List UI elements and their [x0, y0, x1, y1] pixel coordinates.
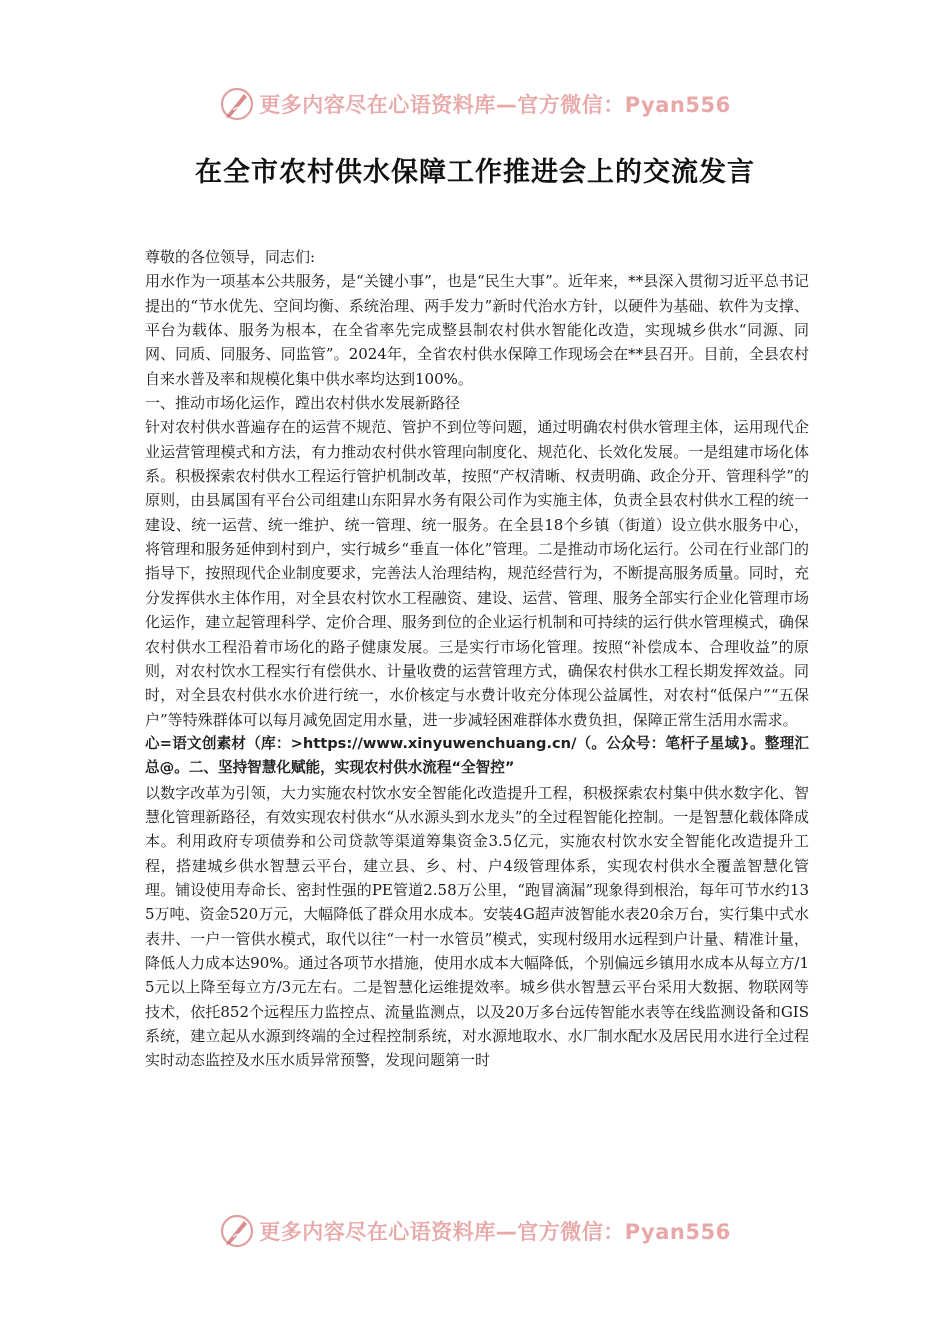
intro-paragraph: 用水作为一项基本公共服务，是“关键小事”，也是“民生大事”。近年来，**县深入贯彻习近平总书记提出的“节水优先、空间均衡、系统治理、两手发力”新时代治水方针，以硬件为基础、软件为支撑、平台为载体、服务为根本，在全省率先完成整县制农村供水智能化改造，实现城乡供水“同源、同网、同质、同服务、同监管”。2024年，全省农村供水保障工作现场会在**县召开。目前，全县农村自来水普及率和规模化集中供水率均达到100%。	[145, 272, 809, 388]
banner-text: 更多内容尽在心语资料库—官方微信：Pyan556	[259, 1220, 731, 1244]
section-paragraph: 针对农村供水普遍存在的运营不规范、管护不到位等问题，通过明确农村供水管理主体，运用现代企业运营管理模式和方法，有力推动农村供水管理向制度化、规范化、长效化发展。一是组建市场化体系。积极探索农村供水工程运行管护机制改革，按照“产权清晰、权责明确、政企分开、管理科学”的原则，由县属国有平台公司组建山东阳昇水务有限公司作为实施主体，负责全县农村供水工程的统一建设、统一运营、统一维护、统一管理、统一服务。在全县18个乡镇（街道）设立供水服务中心，将管理和服务延伸到村到户，实行城乡“垂直一体化”管理。二是推动市场化运行。公司在行业部门的指导下，按照现代企业制度要求，完善法人治理结构，规范经营行为，不断提高服务质量。同时，充分发挥供水主体作用，对全县农村饮水工程融资、建设、运营、管理、服务全部实行企业化管理市场化运作，建立起管理科学、定价合理、服务到位的企业运行机制和可持续的运行供水管理模式，确保农村供水工程沿着市场化的路子健康发展。三是实行市场化管理。按照“补偿成本、合理收益”的原则，对农村饮水工程实行有偿供水、计量收费的运营管理方式，确保农村供水工程长期发挥效益。同时，对全县农村供水水价进行统一，水价核定与水费计收充分体现公益属性，对农村“低保户”“五保户”等特殊群体可以每月减免固定用水量，进一步减轻困难群体水费负担，保障正常生活用水需求。	[145, 418, 809, 729]
logo-icon	[219, 86, 255, 122]
salutation: 尊敬的各位领导，同志们:	[145, 248, 316, 266]
watermark-line: 心=语文创素材（库：>https://www.xinyuwenchuang.cn/（。公众号：笔杆子星域}。整理汇总@。二、坚持智慧化赋能，实现农村供水流程“全智控”	[145, 734, 809, 777]
logo-icon	[219, 1213, 255, 1249]
document-title: 在全市农村供水保障工作推进会上的交流发言	[195, 157, 755, 188]
banner-text: 更多内容尽在心语资料库—官方微信：Pyan556	[259, 93, 731, 117]
footer-banner	[0, 1211, 950, 1251]
section-heading: 一、推动市场化运作，蹚出农村供水发展新路径	[145, 394, 461, 413]
section-paragraph: 以数字改革为引领，大力实施农村饮水安全智能化改造提升工程，积极探索农村集中供水数字化、智慧化管理新路径，有效实现农村供水“从水源头到水龙头”的全过程智能化控制。一是智慧化载体降成本。利用政府专项债券和公司贷款等渠道筹集资金3.5亿元，实施农村饮水安全智能化改造提升工程，搭建城乡供水智慧云平台，建立县、乡、村、户4级管理体系，实现农村供水全覆盖智慧化管理。铺设使用寿命长、密封性强的PE管道2.58万公里，“跑冒滴漏”现象得到根治，每年可节水约135万吨、资金520万元，大幅降低了群众用水成本。安装4G超声波智能水表20余万台，实行集中式水表井、一户一管供水模式，取代以往“一村一水管员”模式，实现村级用水远程到户计量、精准计量，降低人力成本达90%。通过各项节水措施，使用水成本大幅降低，个别偏远乡镇用水成本从每立方/15元以上降至每立方/3元左右。二是智慧化运维提效率。城乡供水智慧云平台采用大数据、物联网等技术，依托852个远程压力监控点、流量监测点，以及20万多台远传智能水表等在线监测设备和GIS系统，建立起从水源到终端的全过程控制系统，对水源地取水、水厂制水配水及居民用水进行全过程实时动态监控及水压水质异常预警，发现问题第一时	[145, 783, 809, 1070]
header-banner	[0, 84, 950, 124]
document-body	[145, 245, 809, 1073]
